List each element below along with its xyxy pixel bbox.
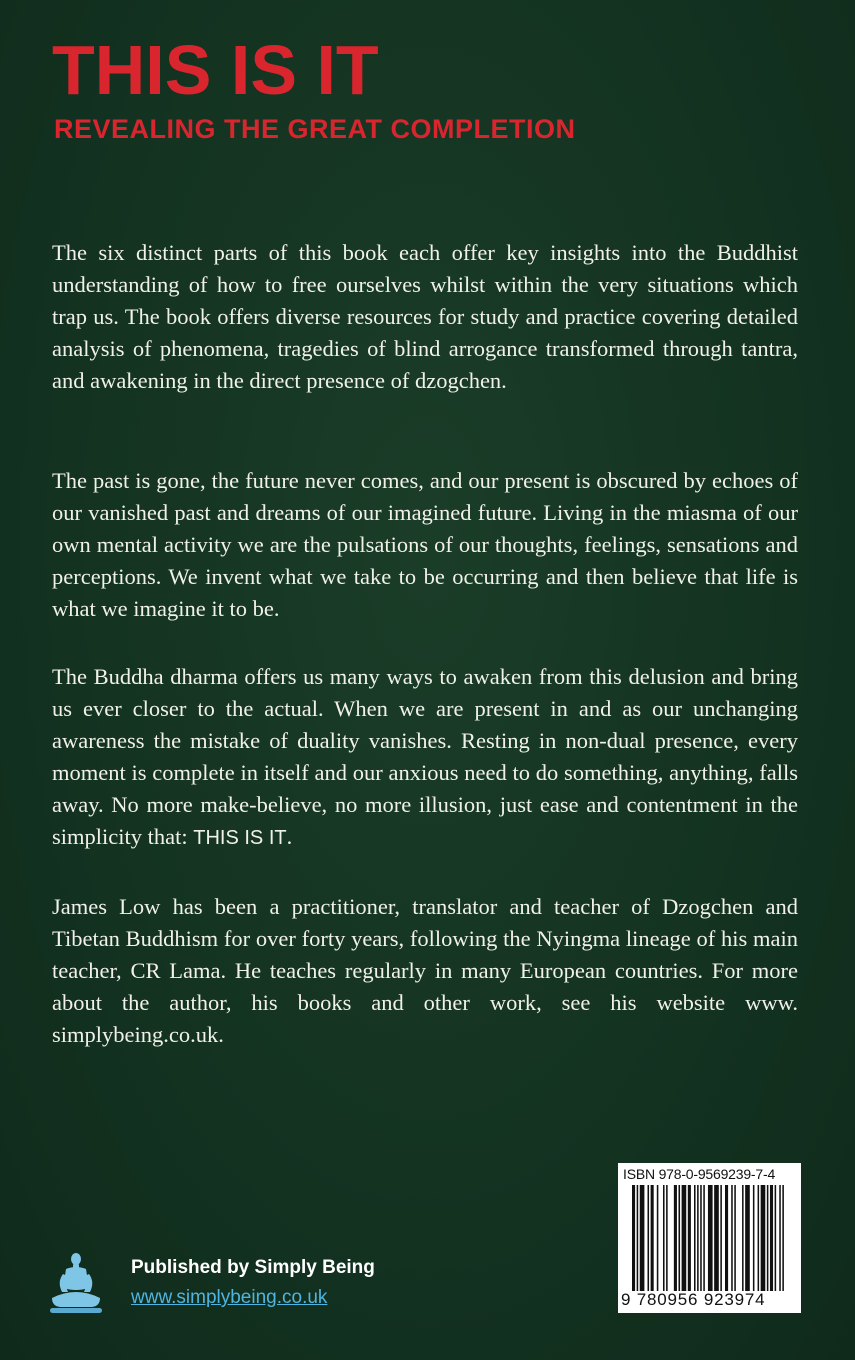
barcode-bar: [734, 1185, 736, 1291]
barcode-bar: [745, 1185, 750, 1291]
book-subtitle: REVEALING THE GREAT COMPLETION: [54, 114, 576, 144]
barcode-bar: [714, 1185, 719, 1291]
book-title: THIS IS IT: [52, 31, 379, 109]
barcode-bar: [708, 1185, 713, 1291]
barcode-bar: [770, 1185, 773, 1291]
barcode-bar: [767, 1185, 769, 1291]
barcode-digits: 9 780956 923974: [621, 1290, 766, 1309]
barcode-bars: [632, 1185, 788, 1291]
publisher-website-link[interactable]: www.simplybeing.co.uk: [131, 1287, 328, 1308]
barcode-bar: [758, 1185, 760, 1291]
barcode-bar: [700, 1185, 702, 1291]
barcode-bar: [663, 1185, 665, 1291]
barcode-bar: [679, 1185, 681, 1291]
barcode-bar: [637, 1185, 639, 1291]
isbn-barcode: [618, 1163, 801, 1313]
isbn-label: ISBN 978-0-9569239-7-4: [623, 1166, 776, 1182]
barcode-bar: [651, 1185, 654, 1291]
barcode-bar: [640, 1185, 645, 1291]
author-bio-paragraph: James Low has been a practitioner, translator and teacher of Dzogchen and Tibetan Buddhism for over forty years, following the Nyingma lineage of his main teacher, CR Lama. He teaches regularly in many European countries. For more about the author, his books and other work, see his website www. simplybeing.co.uk.: [52, 894, 798, 1047]
barcode-bar: [742, 1185, 744, 1291]
barcode-bar: [779, 1185, 781, 1291]
barcode-bar: [688, 1185, 691, 1291]
barcode-bar: [782, 1185, 784, 1291]
barcode-bar: [648, 1185, 650, 1291]
barcode-bar: [725, 1185, 728, 1291]
barcode-bar: [694, 1185, 696, 1291]
blurb-paragraph-3-end: .: [286, 824, 293, 849]
barcode-bar: [761, 1185, 766, 1291]
blurb-paragraph-1: The six distinct parts of this book each offer key insights into the Buddhist understanding of how to free ourselves whilst within the very situations which trap us. The book offers diverse resources for study and practice covering detailed analysis of phenomena, tragedies of blind arrogance transformed through tantra, and awakening in the direct presence of dzogchen.: [52, 240, 798, 393]
barcode-bar: [682, 1185, 687, 1291]
blurb-emphasis: THIS IS IT: [193, 827, 287, 849]
barcode-bar: [697, 1185, 699, 1291]
blurb-paragraph-3: [52, 661, 798, 854]
meditating-buddha-icon: [48, 1252, 104, 1314]
barcode-bar: [753, 1185, 755, 1291]
barcode-bar: [632, 1185, 635, 1291]
barcode-bar: [720, 1185, 722, 1291]
barcode-bar: [674, 1185, 677, 1291]
barcode-bar: [703, 1185, 705, 1291]
barcode-bar: [666, 1185, 668, 1291]
barcode-bar: [775, 1185, 777, 1291]
publisher-line: Published by Simply Being: [131, 1257, 375, 1278]
barcode-bar: [657, 1185, 659, 1291]
blurb-paragraph-2: The past is gone, the future never comes, and our present is obscured by echoes of our vanished past and dreams of our imagined future. Living in the miasma of our own mental activity we are the pulsations of our thoughts, feelings, sensations and perceptions. We invent what we take to be occurring and then believe that life is what we imagine it to be.: [52, 468, 798, 621]
barcode-bar: [731, 1185, 733, 1291]
blurb-paragraph-3-text: The Buddha dharma offers us many ways to awaken from this delusion and bring us ever closer to the actual. When we are present in and as our unchanging awareness the mistake of duality vanishes. Resting in non-dual presence, every moment is complete in itself and our anxious need to do something, anything, falls away. No more make-believe, no more illusion, just ease and contentment in the simplicity that:: [52, 664, 798, 849]
